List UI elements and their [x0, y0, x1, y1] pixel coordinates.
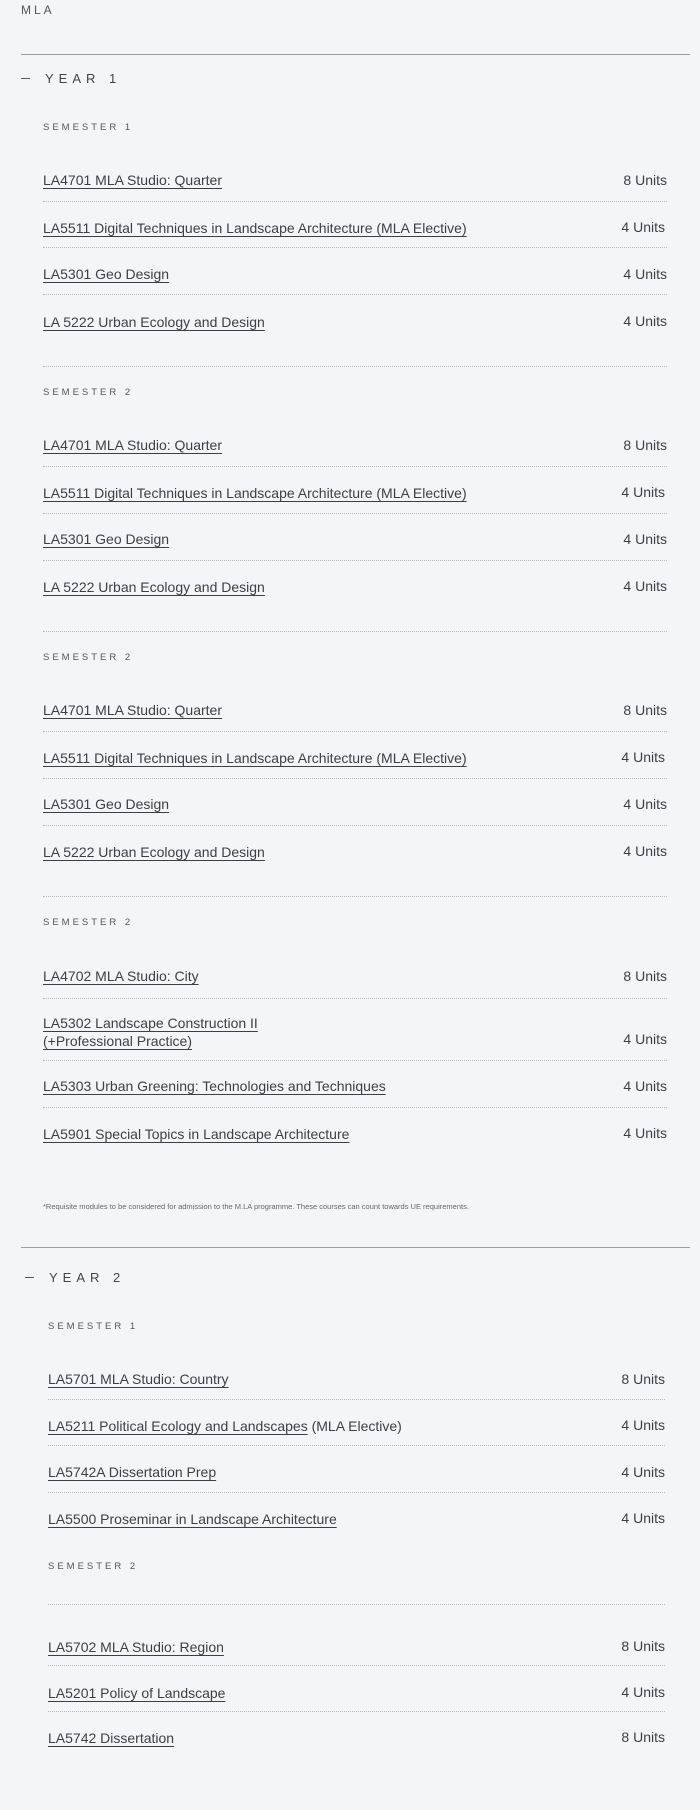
row-divider	[48, 1665, 665, 1666]
section-divider	[43, 631, 667, 632]
course-units: 4 Units	[621, 1417, 665, 1433]
course-line-1[interactable]: LA5302 Landscape Construction II	[43, 1015, 258, 1031]
row-divider	[43, 825, 667, 826]
course-units: 4 Units	[623, 796, 667, 812]
row-divider	[48, 1492, 665, 1493]
row-divider	[43, 1060, 667, 1061]
course-units: 4 Units	[623, 313, 667, 329]
year-1-title: YEAR 1	[45, 71, 122, 86]
course-units: 4 Units	[621, 484, 665, 500]
section-divider	[48, 1604, 665, 1605]
course-units: 8 Units	[623, 968, 667, 984]
course-link[interactable]: LA4701 MLA Studio: Quarter	[43, 172, 222, 188]
course-title[interactable]: LA5211 Political Ecology and Landscapes	[48, 1418, 308, 1434]
course-units: 8 Units	[623, 702, 667, 718]
section-divider	[43, 896, 667, 897]
course-units: 4 Units	[621, 1684, 665, 1700]
course-link[interactable]: LA5511 Digital Techniques in Landscape Architecture (MLA Elective)	[43, 750, 467, 766]
row-divider	[48, 1711, 665, 1712]
semester-label: SEMESTER 2	[48, 1561, 139, 1572]
row-divider	[43, 560, 667, 561]
course-link[interactable]: LA5301 Geo Design	[43, 266, 170, 282]
year-2-toggle[interactable]	[25, 1270, 125, 1285]
section-divider	[43, 366, 667, 367]
collapse-icon	[21, 78, 30, 79]
year-1-toggle[interactable]	[21, 71, 121, 86]
course-link[interactable]: LA 5222 Urban Ecology and Design	[43, 844, 265, 860]
course-units: 4 Units	[623, 843, 667, 859]
course-link[interactable]: LA4702 MLA Studio: City	[43, 968, 199, 984]
row-divider	[48, 1399, 665, 1400]
course-units: 4 Units	[623, 266, 667, 282]
course-units: 4 Units	[623, 1031, 667, 1047]
course-link[interactable]: LA5511 Digital Techniques in Landscape Architecture (MLA Elective)	[43, 485, 467, 501]
row-divider	[43, 201, 667, 202]
course-units: 4 Units	[621, 219, 665, 235]
course-units: 4 Units	[623, 1078, 667, 1094]
semester-label: SEMESTER 1	[48, 1321, 139, 1332]
course-link[interactable]: LA5511 Digital Techniques in Landscape Architecture (MLA Elective)	[43, 220, 467, 236]
course-link[interactable]: LA4701 MLA Studio: Quarter	[43, 437, 222, 453]
course-suffix: (MLA Elective)	[307, 1418, 402, 1434]
year-2-title: YEAR 2	[49, 1270, 126, 1285]
row-divider	[43, 1107, 667, 1108]
course-units: 8 Units	[621, 1371, 665, 1387]
course-units: 8 Units	[623, 172, 667, 188]
course-link-multiline[interactable]	[43, 1014, 258, 1050]
row-divider	[43, 247, 667, 248]
course-link[interactable]: LA 5222 Urban Ecology and Design	[43, 579, 265, 595]
semester-label: SEMESTER 2	[43, 652, 134, 663]
course-link[interactable]: LA5303 Urban Greening: Technologies and Techniques	[43, 1078, 386, 1094]
course-link[interactable]: LA5901 Special Topics in Landscape Architecture	[43, 1126, 350, 1142]
semester-label: SEMESTER 2	[43, 387, 134, 398]
course-line-2[interactable]: (+Professional Practice)	[43, 1033, 193, 1049]
row-divider	[43, 466, 667, 467]
course-link[interactable]: LA4701 MLA Studio: Quarter	[43, 702, 222, 718]
divider	[21, 1247, 690, 1248]
course-units: 4 Units	[623, 531, 667, 547]
divider	[21, 54, 690, 55]
footnote: *Requisite modules to be considered for admission to the M.LA programme. These courses can count towards UE requirements.	[43, 1202, 469, 1211]
row-divider	[48, 1445, 665, 1446]
course-units: 4 Units	[621, 749, 665, 765]
course-units: 4 Units	[623, 578, 667, 594]
row-divider	[43, 294, 667, 295]
course-link[interactable]: LA5701 MLA Studio: Country	[48, 1371, 229, 1387]
course-link[interactable]: LA5201 Policy of Landscape	[48, 1685, 226, 1701]
course-link[interactable]: LA5500 Proseminar in Landscape Architecture	[48, 1511, 337, 1527]
course-link-elective[interactable]	[48, 1418, 402, 1434]
course-units: 8 Units	[623, 437, 667, 453]
row-divider	[43, 731, 667, 732]
program-title: MLA	[21, 3, 55, 17]
semester-label: SEMESTER 1	[43, 122, 134, 133]
course-link[interactable]: LA 5222 Urban Ecology and Design	[43, 314, 265, 330]
row-divider	[43, 513, 667, 514]
course-units: 4 Units	[621, 1464, 665, 1480]
course-link[interactable]: LA5702 MLA Studio: Region	[48, 1639, 224, 1655]
course-link[interactable]: LA5742 Dissertation	[48, 1730, 175, 1746]
course-units: 8 Units	[621, 1638, 665, 1654]
course-units: 8 Units	[621, 1729, 665, 1745]
course-link[interactable]: LA5301 Geo Design	[43, 531, 170, 547]
semester-label: SEMESTER 2	[43, 917, 134, 928]
row-divider	[43, 998, 667, 999]
collapse-icon	[25, 1277, 34, 1278]
row-divider	[43, 778, 667, 779]
course-link[interactable]: LA5742A Dissertation Prep	[48, 1464, 217, 1480]
course-link[interactable]: LA5301 Geo Design	[43, 796, 170, 812]
course-units: 4 Units	[623, 1125, 667, 1141]
course-units: 4 Units	[621, 1510, 665, 1526]
